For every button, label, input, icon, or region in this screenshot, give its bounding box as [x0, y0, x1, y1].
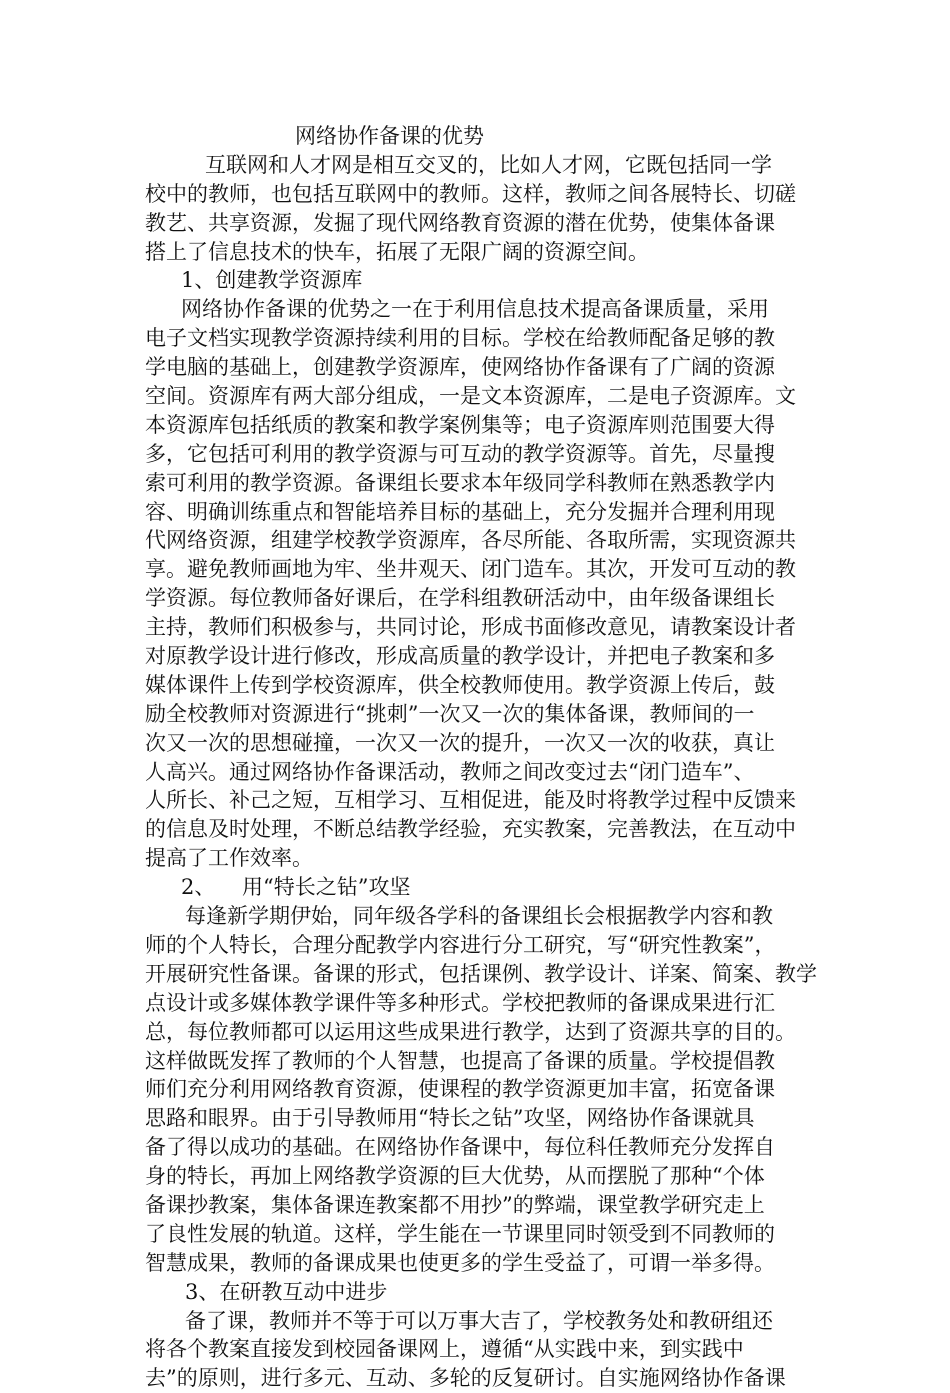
paragraph-line: 本资源库包括纸质的教案和教学案例集等；电子资源库则范围要大得 — [145, 412, 775, 437]
paragraph-line: 备课抄教案，集体备课连教案都不用抄”的弊端，课堂教学研究走上 — [145, 1192, 765, 1217]
paragraph-line: 备了得以成功的基础。在网络协作备课中，每位科任教师充分发挥自 — [145, 1135, 775, 1160]
paragraph-line: 网络协作备课的优势之一在于利用信息技术提高备课质量，采用 — [181, 297, 769, 322]
paragraph-line: 次又一次的思想碰撞，一次又一次的提升，一次又一次的收获，真让 — [145, 730, 775, 755]
paragraph-line: 励全校教师对资源进行“挑刺”一次又一次的集体备课，教师间的一 — [145, 701, 755, 726]
paragraph-line: 电子文档实现教学资源持续利用的目标。学校在给教师配备足够的教 — [145, 326, 775, 351]
paragraph-line: 智慧成果，教师的备课成果也使更多的学生受益了，可谓一举多得。 — [145, 1250, 775, 1275]
document-page — [145, 122, 815, 1393]
paragraph-line: 学电脑的基础上，创建教学资源库，使网络协作备课有了广阔的资源 — [145, 355, 775, 380]
paragraph-line: 提高了工作效率。 — [145, 846, 313, 871]
section-heading-2: 2、 用“特长之钻”攻坚 — [181, 875, 411, 900]
paragraph-line: 空间。资源库有两大部分组成，一是文本资源库，二是电子资源库。文 — [145, 384, 796, 409]
paragraph-line: 开展研究性备课。备课的形式，包括课例、教学设计、详案、简案、教学 — [145, 961, 817, 986]
paragraph-line: 媒体课件上传到学校资源库，供全校教师使用。教学资源上传后，鼓 — [145, 672, 775, 697]
paragraph-line: 这样做既发挥了教师的个人智慧，也提高了备课的质量。学校提倡教 — [145, 1048, 775, 1073]
paragraph-line: 对原教学设计进行修改，形成高质量的教学设计，并把电子教案和多 — [145, 644, 775, 669]
paragraph-line: 享。避免教师画地为牢、坐井观天、闭门造车。其次，开发可互动的教 — [145, 557, 796, 582]
paragraph-line: 师们充分利用网络教育资源，使课程的教学资源更加丰富，拓宽备课 — [145, 1077, 775, 1102]
section-heading-3: 3、在研教互动中进步 — [185, 1279, 388, 1304]
paragraph-line: 点设计或多媒体教学课件等多种形式。学校把教师的备课成果进行汇 — [145, 990, 775, 1015]
paragraph-line: 身的特长，再加上网络教学资源的巨大优势，从而摆脱了那种“个体 — [145, 1164, 765, 1189]
paragraph-line: 主持，教师们积极参与，共同讨论，形成书面修改意见，请教案设计者 — [145, 615, 796, 640]
section-heading-1: 1、创建教学资源库 — [181, 268, 363, 293]
paragraph-line: 人所长、补己之短，互相学习、互相促进，能及时将教学过程中反馈来 — [145, 788, 796, 813]
paragraph-line: 学资源。每位教师备好课后，在学科组教研活动中，由年级备课组长 — [145, 586, 775, 611]
paragraph-line: 容、明确训练重点和智能培养目标的基础上，充分发掘并合理利用现 — [145, 499, 775, 524]
paragraph-line: 每逢新学期伊始，同年级各学科的备课组长会根据教学内容和教 — [185, 904, 773, 929]
paragraph-line: 人高兴。通过网络协作备课活动，教师之间改变过去“闭门造车”、 — [145, 759, 755, 784]
paragraph-line: 备了课，教师并不等于可以万事大吉了，学校教务处和教研组还 — [185, 1308, 773, 1333]
document-title: 网络协作备课的优势 — [295, 124, 484, 148]
paragraph-line: 去”的原则，进行多元、互动、多轮的反复研讨。自实施网络协作备课 — [145, 1366, 786, 1391]
paragraph-line: 搭上了信息技术的快车，拓展了无限广阔的资源空间。 — [145, 239, 649, 264]
paragraph-line: 教艺、共享资源，发掘了现代网络教育资源的潜在优势，使集体备课 — [145, 210, 775, 235]
paragraph-line: 思路和眼界。由于引导教师用“特长之钻”攻坚，网络协作备课就具 — [145, 1106, 755, 1131]
paragraph-line: 总，每位教师都可以运用这些成果进行教学，达到了资源共享的目的。 — [145, 1019, 796, 1044]
paragraph-line: 校中的教师，也包括互联网中的教师。这样，教师之间各展特长、切磋 — [145, 181, 796, 206]
paragraph-line: 了良性发展的轨道。这样，学生能在一节课里同时领受到不同教师的 — [145, 1221, 775, 1246]
paragraph-line: 将各个教案直接发到校园备课网上，遵循“从实践中来，到实践中 — [145, 1337, 744, 1362]
paragraph-line: 的信息及时处理，不断总结教学经验，充实教案，完善教法，在互动中 — [145, 817, 796, 842]
paragraph-line: 互联网和人才网是相互交叉的，比如人才网，它既包括同一学 — [205, 152, 772, 177]
paragraph-line: 索可利用的教学资源。备课组长要求本年级同学科教师在熟悉教学内 — [145, 470, 775, 495]
paragraph-line: 师的个人特长，合理分配教学内容进行分工研究，写“研究性教案”， — [145, 932, 776, 957]
paragraph-line: 多，它包括可利用的教学资源与可互动的教学资源等。首先，尽量搜 — [145, 441, 775, 466]
paragraph-line: 代网络资源，组建学校教学资源库，各尽所能、各取所需，实现资源共 — [145, 528, 796, 553]
